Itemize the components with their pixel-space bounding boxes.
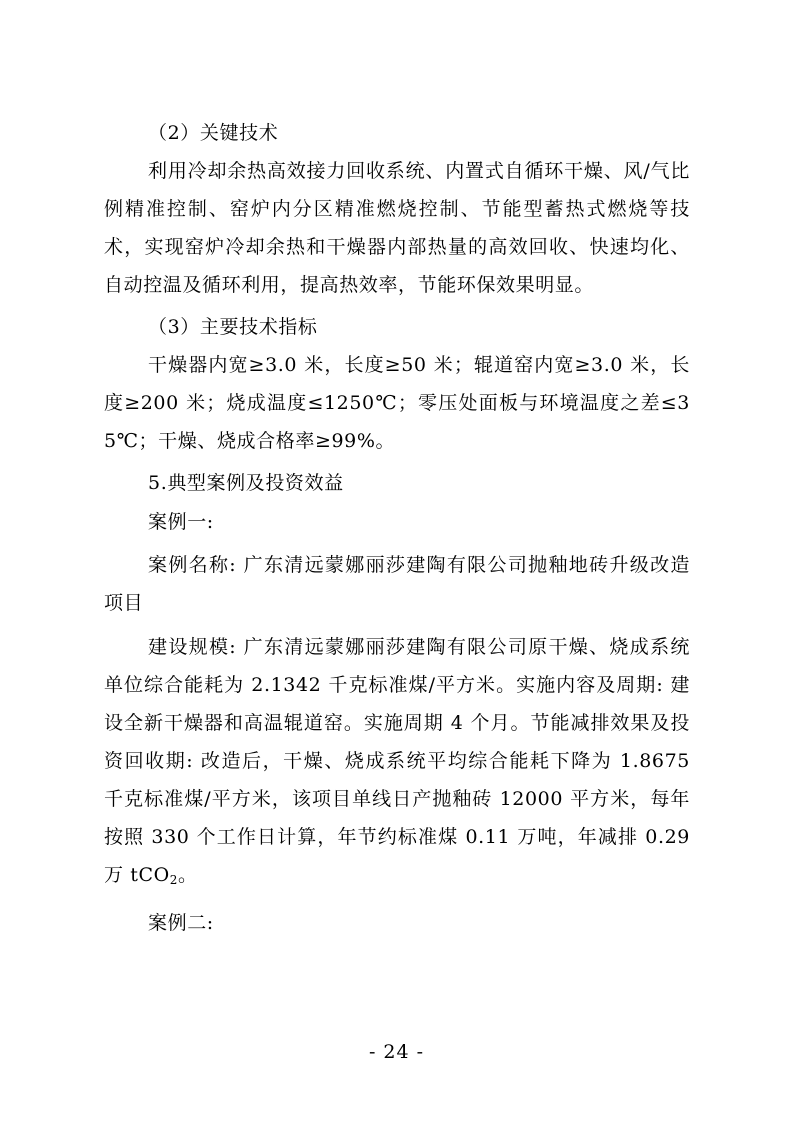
case-one-label: 案例一: — [148, 511, 214, 533]
section-heading-key-technology: （2）关键技术 — [148, 122, 279, 144]
page-number: - 24 - — [368, 1041, 425, 1063]
case-two-label: 案例二: — [148, 912, 214, 934]
case-one-scale-end: 。 — [178, 864, 198, 886]
case-one-name-paragraph: 案例名称: 广东清远蒙娜丽莎建陶有限公司抛釉地砖升级改造项目 — [104, 554, 690, 614]
co2-subscript: 2 — [169, 873, 179, 887]
case-one-scale-paragraph — [104, 628, 690, 894]
key-technology-paragraph: 利用冷却余热高效接力回收系统、内置式自循环干燥、风/气比例精准控制、窑炉内分区精准燃烧控制、节能型蓄热式燃烧等技术，实现窑炉冷却余热和干燥器内部热量的高效回收、快速均化、自动控温及循环利用，提高热效率，节能环保效果明显。 — [104, 160, 690, 296]
section-heading-main-indicators: （3）主要技术指标 — [148, 316, 318, 338]
case-one-scale-text: 建设规模: 广东清远蒙娜丽莎建陶有限公司原干燥、烧成系统单位综合能耗为 2.1342 千克标准煤/平方米。实施内容及周期: 建设全新干燥器和高温辊道窑。实施周期 4 个月。节能减排效果及投资回收期: 改造后，干燥、烧成系统平均综合能耗下降为 1.8675 千克标准煤/平方米，该项目单线日产抛釉砖 12000 平方米，每年按照 330 个工作日计算，年节约标准煤 0.11 万吨，年减排 0.29 万 tCO — [104, 636, 690, 886]
main-indicators-paragraph: 干燥器内宽≥3.0 米，长度≥50 米；辊道窑内宽≥3.0 米，长度≥200 米；烧成温度≤1250℃；零压处面板与环境温度之差≤35℃；干燥、烧成合格率≥99%。 — [104, 354, 690, 452]
section-heading-typical-cases: 5.典型案例及投资效益 — [148, 472, 344, 494]
